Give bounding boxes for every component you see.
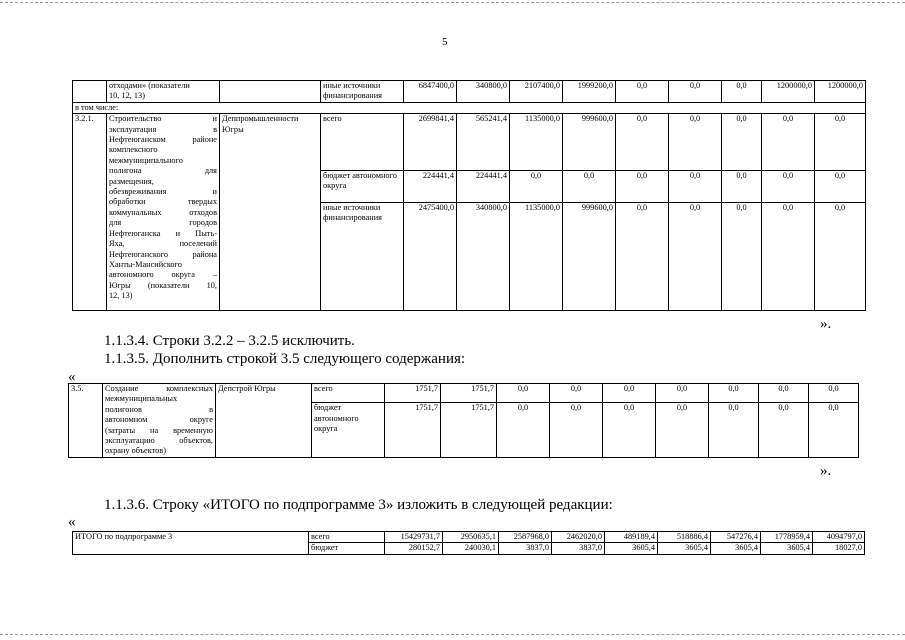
- table-cell: 0,0: [762, 202, 815, 310]
- table-cell: 565241,4: [457, 114, 510, 171]
- table-cell: 0,0: [656, 403, 709, 458]
- table-cell: 0,0: [722, 170, 762, 202]
- table-cell: 489189,4: [605, 532, 658, 543]
- executor: Депстрой Югры: [216, 384, 312, 458]
- table-row: [73, 81, 866, 103]
- funding-source: бюджет автономного округа: [321, 170, 404, 202]
- item-name: Строительство и эксплуатация в Нефтеюганском районе комплексного межмуниципального полигона для размещения, обезвреживания и обработки твердых коммунальных отходов для городов Нефтеюганска и Пыть- Яха, поселений Нефтеюганского района Ханты-Мансийского автономного округа – Югры (показатели 10, 12, 13): [107, 114, 220, 311]
- table-cell: 0,0: [809, 403, 859, 458]
- paragraph-1-1-3-4: 1.1.3.4. Строки 3.2.2 – 3.2.5 исключить.: [104, 333, 355, 349]
- table-cell: 0,0: [669, 202, 722, 310]
- including-label: в том числе:: [73, 102, 866, 113]
- table-cell: 0,0: [669, 114, 722, 171]
- table-cell: 1135000,0: [510, 114, 563, 171]
- table-cell: 0,0: [616, 202, 669, 310]
- funding-source: всего: [312, 384, 385, 403]
- funding-source: бюджет: [309, 543, 385, 554]
- total-label: ИТОГО по подпрограмме 3: [73, 532, 309, 555]
- table-cell: 1751,7: [441, 384, 497, 403]
- table-cell: 0,0: [616, 170, 669, 202]
- table-cell: 1200000,0: [762, 81, 815, 103]
- closing-quote: ».: [820, 316, 832, 332]
- total-subprogram-3-table: [72, 531, 865, 555]
- table-cell: 0,0: [709, 403, 759, 458]
- table-cell: 3605,4: [761, 543, 813, 554]
- table-cell: 0,0: [815, 202, 866, 310]
- table-cell: 6847400,0: [404, 81, 457, 103]
- table-cell: 0,0: [497, 384, 550, 403]
- table-cell: 224441,4: [457, 170, 510, 202]
- table-cell: 240030,1: [443, 543, 499, 554]
- table-cell: 15429731,7: [385, 532, 443, 543]
- program-table-continuation: [72, 80, 866, 311]
- table-cell: 0,0: [722, 81, 762, 103]
- table-cell: 0,0: [550, 403, 603, 458]
- opening-quote: «: [68, 514, 76, 530]
- table-cell: 518886,4: [658, 532, 711, 543]
- table-cell: 999600,0: [563, 202, 616, 310]
- table-cell: 0,0: [815, 170, 866, 202]
- table-cell: 0,0: [669, 81, 722, 103]
- table-cell: 4094797,0: [813, 532, 865, 543]
- table-cell: 3837,0: [499, 543, 552, 554]
- page-edge-bottom: [0, 634, 905, 635]
- paragraph-1-1-3-5: 1.1.3.5. Дополнить строкой 3.5 следующего содержания:: [104, 351, 466, 367]
- table-cell: 2950635,1: [443, 532, 499, 543]
- page-edge-top: [0, 2, 905, 3]
- table-row: [73, 114, 866, 171]
- table-cell: 1135000,0: [510, 202, 563, 310]
- funding-source: всего: [321, 114, 404, 171]
- table-cell: 18027,0: [813, 543, 865, 554]
- table-cell: 547276,4: [711, 532, 761, 543]
- table-cell: 0,0: [603, 403, 656, 458]
- table-cell: 3605,4: [711, 543, 761, 554]
- table-cell: 3605,4: [658, 543, 711, 554]
- item-name: отходами» (показатели 10, 12, 13): [107, 81, 220, 103]
- table-cell: 0,0: [616, 81, 669, 103]
- table-cell: 3605,4: [605, 543, 658, 554]
- table-cell: 340800,0: [457, 81, 510, 103]
- funding-source: иные источники финансирования: [321, 81, 404, 103]
- table-row: [69, 384, 859, 403]
- table-cell: 1200000,0: [815, 81, 866, 103]
- table-cell: 1751,7: [385, 403, 441, 458]
- table-cell: 0,0: [722, 114, 762, 171]
- table-cell: 0,0: [762, 114, 815, 171]
- table-row: [73, 102, 866, 113]
- table-cell: 0,0: [722, 202, 762, 310]
- item-number: 3.2.1.: [73, 114, 107, 311]
- item-name: Создание комплексных межмуниципальных полигонов в автономном округе (затраты на временную эксплуатацию объектов, охрану объектов): [103, 384, 216, 458]
- table-cell: 0,0: [709, 384, 759, 403]
- closing-quote: ».: [820, 463, 832, 479]
- table-cell: 0,0: [759, 403, 809, 458]
- table-cell: 1778959,4: [761, 532, 813, 543]
- table-cell: 1999200,0: [563, 81, 616, 103]
- table-cell: 0,0: [616, 114, 669, 171]
- executor: Деппромышленности Югры: [220, 114, 321, 311]
- table-cell: 2475400,0: [404, 202, 457, 310]
- table-cell: 0,0: [669, 170, 722, 202]
- table-cell: 2462020,0: [552, 532, 605, 543]
- table-cell: 0,0: [809, 384, 859, 403]
- table-cell: 0,0: [762, 170, 815, 202]
- table-cell: 0,0: [603, 384, 656, 403]
- table-cell: 280152,7: [385, 543, 443, 554]
- table-cell: 0,0: [550, 384, 603, 403]
- table-cell: 1751,7: [385, 384, 441, 403]
- paragraph-1-1-3-6: 1.1.3.6. Строку «ИТОГО по подпрограмме 3» изложить в следующей редакции:: [104, 497, 613, 513]
- table-cell: 0,0: [563, 170, 616, 202]
- table-cell: 2587968,0: [499, 532, 552, 543]
- table-cell: 0,0: [656, 384, 709, 403]
- table-cell: 0,0: [759, 384, 809, 403]
- table-cell: 1751,7: [441, 403, 497, 458]
- table-cell: 0,0: [497, 403, 550, 458]
- table-cell: 0,0: [815, 114, 866, 171]
- row-3-5-table: [68, 383, 859, 458]
- table-cell: 340800,0: [457, 202, 510, 310]
- table-cell: 224441,4: [404, 170, 457, 202]
- page-number: 5: [442, 36, 448, 48]
- table-cell: 2107400,0: [510, 81, 563, 103]
- table-cell: 999600,0: [563, 114, 616, 171]
- table-cell: 2699841,4: [404, 114, 457, 171]
- table-row: [73, 532, 865, 543]
- funding-source: всего: [309, 532, 385, 543]
- table-cell: 0,0: [510, 170, 563, 202]
- funding-source: иные источники финансирования: [321, 202, 404, 310]
- item-number: 3.5.: [69, 384, 103, 458]
- funding-source: бюджет автономного округа: [312, 403, 385, 458]
- opening-quote: «: [68, 369, 76, 385]
- table-cell: 3837,0: [552, 543, 605, 554]
